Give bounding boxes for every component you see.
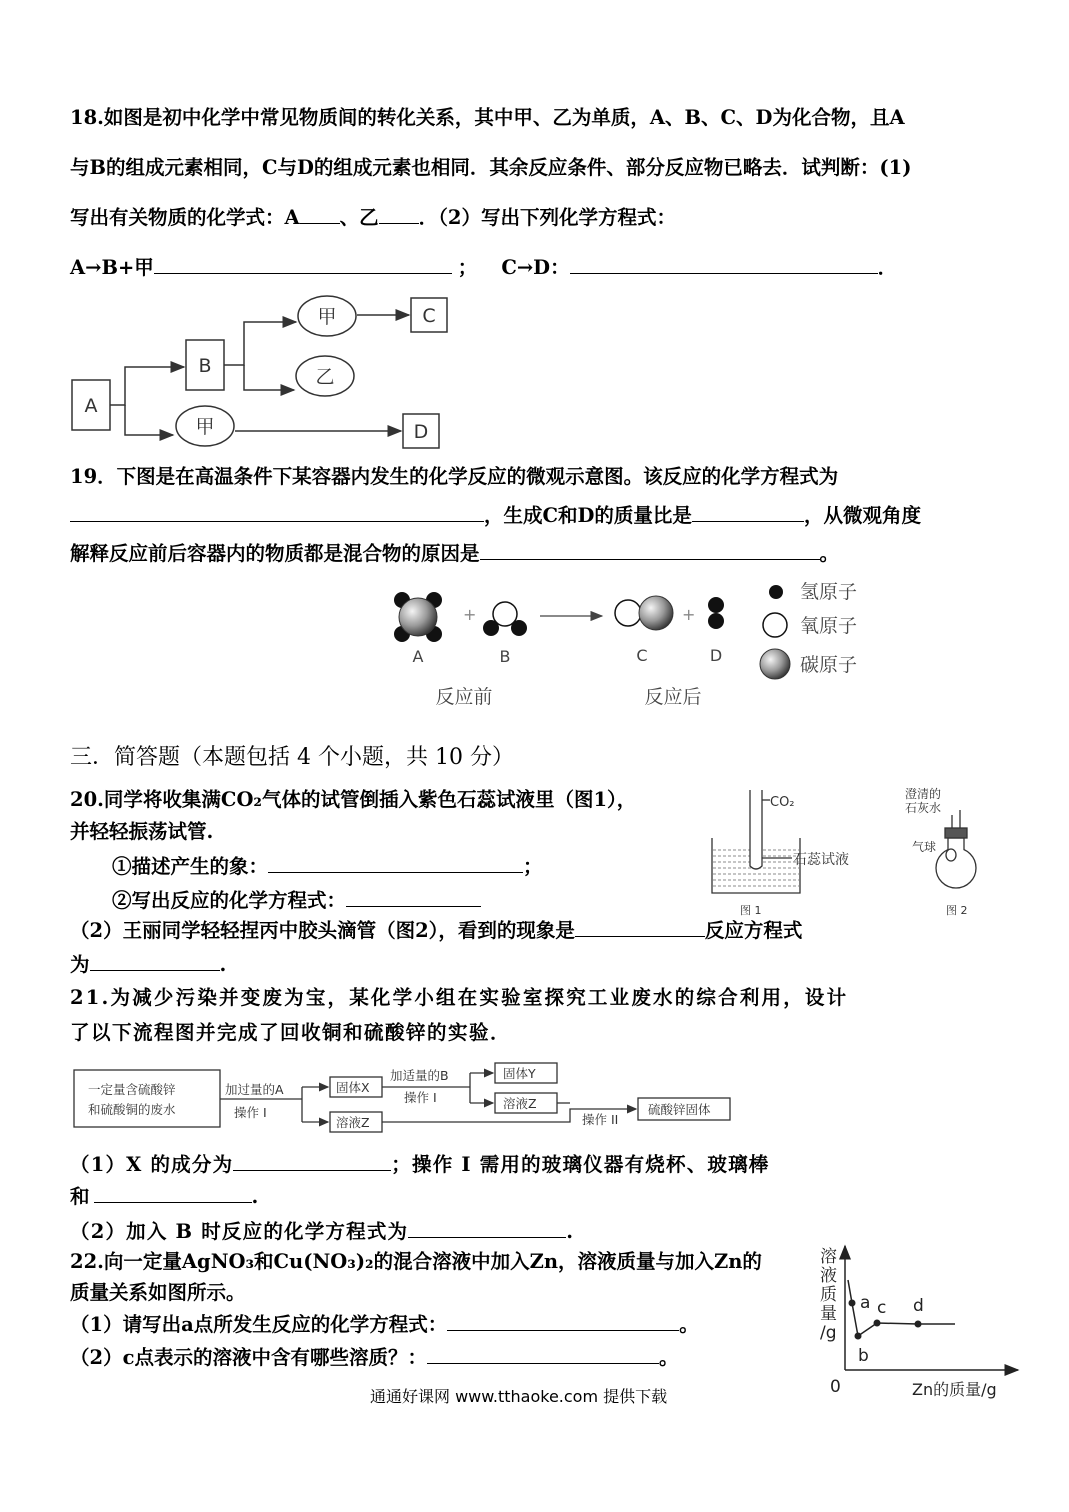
point-b <box>855 1333 862 1340</box>
q22-line2: 质量关系如图所示。 <box>70 1281 246 1304</box>
q19-line2-a: ，生成C和D的质量比是 <box>484 504 692 527</box>
q22-item2-label: （2）c点表示的溶液中含有哪些溶质？： <box>70 1346 427 1369</box>
q20-line1: 20.同学将收集满CO₂气体的试管倒插入紫色石蕊试液里（图1）， <box>70 788 637 811</box>
q22-line1: 22.向一定量AgNO₃和Cu(NO₃)₂的混合溶液中加入Zn，溶液质量与加入Zn的 <box>70 1250 762 1273</box>
point-c <box>874 1320 881 1327</box>
q19-line3-text: 解释反应前后容器内的物质都是混合物的原因是 <box>70 542 480 565</box>
q20-item1-end: ； <box>523 855 543 878</box>
q18-end: ． <box>877 256 898 279</box>
q20-item2-label: ②写出反应的化学方程式： <box>112 889 347 912</box>
q18-line1: 18.如图是初中化学中常见物质间的转化关系，其中甲、乙为单质，A、B、C、D为化合物，且A <box>70 106 905 129</box>
footer: 通通好课网 www.tthaoke.com 提供下载 <box>370 1387 668 1406</box>
plus-1: + <box>463 605 477 624</box>
flow-sol-z1: 溶液Z <box>336 1115 370 1130</box>
ylabel-1: 溶 <box>820 1247 837 1267</box>
q20-line5-a: （2）王丽同学轻轻捏丙中胶头滴管（图2），看到的现象是 <box>70 919 575 942</box>
q20-item1-label: ①描述产生的象： <box>112 855 269 878</box>
label-point-c: c <box>877 1298 887 1318</box>
fig2-balloon-label: 气球 <box>912 840 937 854</box>
q21-line1: 21.为减少污染并变废为宝，某化学小组在实验室探究工业废水的综合利用，设计 <box>70 986 849 1009</box>
mol-label-c: C <box>636 646 648 665</box>
q21-item2-label: （2）加入 B 时反应的化学方程式为 <box>70 1220 409 1243</box>
label-c: C <box>422 305 436 327</box>
q21-line2: 了以下流程图并完成了回收铜和硫酸锌的实验． <box>70 1021 512 1044</box>
q20-line2: 并轻轻振荡试管. <box>70 820 214 843</box>
point-a <box>849 1300 856 1307</box>
flow-solid-y: 固体Y <box>503 1066 536 1081</box>
ylabel-2: 液 <box>820 1266 837 1286</box>
flow-add-b: 加适量的B <box>390 1068 449 1083</box>
q18-line3-c: ．（2）写出下列化学方程式： <box>418 206 676 229</box>
mol-label-b: B <box>499 647 511 666</box>
q21-item2-end: . <box>566 1220 575 1243</box>
point-d <box>915 1321 922 1328</box>
q22-item1-end: 。 <box>679 1313 699 1336</box>
fig2-label2: 石灰水 <box>905 801 942 815</box>
mol-label-d: D <box>709 646 723 665</box>
flow-solid-x: 固体X <box>336 1080 370 1095</box>
fig1-co2-label: CO₂ <box>770 795 795 810</box>
fig2-caption: 图 2 <box>946 904 968 917</box>
section-3-title: 三．简答题（本题包括 4 个小题，共 10 分） <box>70 745 514 770</box>
flow-product: 硫酸锌固体 <box>648 1102 711 1117</box>
q20-line5-b: 反应方程式 <box>704 919 803 942</box>
q21-item1-a: （1）X 的成分为 <box>70 1153 234 1176</box>
q21-item1-end: . <box>251 1185 259 1208</box>
legend-oxygen: 氧原子 <box>800 615 858 637</box>
q19-line1: 19．下图是在高温条件下某容器内发生的化学反应的微观示意图。该反应的化学方程式为 <box>70 465 839 488</box>
q19-line3-end: 。 <box>819 542 840 565</box>
flow-add-a: 加过量的A <box>225 1082 284 1097</box>
plus-2: + <box>682 605 696 624</box>
q22-item2-end: 。 <box>658 1346 679 1369</box>
label-point-b: b <box>858 1346 869 1366</box>
flow-start-2: 和硫酸铜的废水 <box>88 1102 176 1117</box>
q18-line3-a: 写出有关物质的化学式：A <box>70 206 300 229</box>
fig1-caption: 图 1 <box>740 904 762 917</box>
label-b: B <box>198 355 212 377</box>
legend-hydrogen: 氢原子 <box>800 581 858 603</box>
mol-label-a: A <box>412 647 424 666</box>
legend-carbon: 碳原子 <box>800 654 858 676</box>
label-jia-bottom: 甲 <box>195 416 215 438</box>
flow-op2: 操作 II <box>582 1112 619 1127</box>
q19-line2-b: ，从微观角度 <box>803 504 921 527</box>
fig2-label1: 澄清的 <box>905 787 942 801</box>
q21-item1-c: 和 <box>70 1185 90 1208</box>
label-jia-top: 甲 <box>317 306 337 328</box>
label-a: A <box>84 395 98 417</box>
flow-op1b: 操作 I <box>404 1090 437 1105</box>
flow-op1a: 操作 I <box>234 1105 267 1120</box>
q18-line3-b: 、乙 <box>339 206 379 229</box>
label-yi: 乙 <box>315 366 335 388</box>
ylabel-3: 质 <box>820 1285 837 1305</box>
label-after: 反应后 <box>644 686 702 708</box>
q20-line6-end: . <box>219 953 227 976</box>
q22-item1-label: （1）请写出a点所发生反应的化学方程式： <box>70 1313 448 1336</box>
q18-eq1-label: A→B+甲 <box>70 256 154 279</box>
flow-start-1: 一定量含硫酸锌 <box>88 1082 176 1097</box>
q18-sep: ； <box>457 256 478 279</box>
q18-line2: 与B的组成元素相同，C与D的组成元素也相同．其余反应条件、部分反应物已略去．试判断：(1) <box>70 156 912 179</box>
ylabel-4: 量 <box>820 1304 837 1324</box>
fig1-liquid-label: 石蕊试液 <box>793 852 849 868</box>
graph-xlabel: Zn的质量/g <box>912 1380 997 1399</box>
q21-item1-b: ；操作 I 需用的玻璃仪器有烧杯、玻璃棒 <box>391 1153 770 1176</box>
ylabel-5: /g <box>820 1323 837 1343</box>
label-point-d: d <box>913 1296 924 1316</box>
label-point-a: a <box>860 1293 871 1313</box>
q18-eq2-label: C→D： <box>501 256 570 279</box>
flow-sol-z2: 溶液Z <box>503 1096 537 1111</box>
graph-origin: 0 <box>830 1377 841 1397</box>
label-before: 反应前 <box>435 686 493 708</box>
q20-line6-label: 为 <box>70 953 90 976</box>
label-d: D <box>413 421 429 443</box>
